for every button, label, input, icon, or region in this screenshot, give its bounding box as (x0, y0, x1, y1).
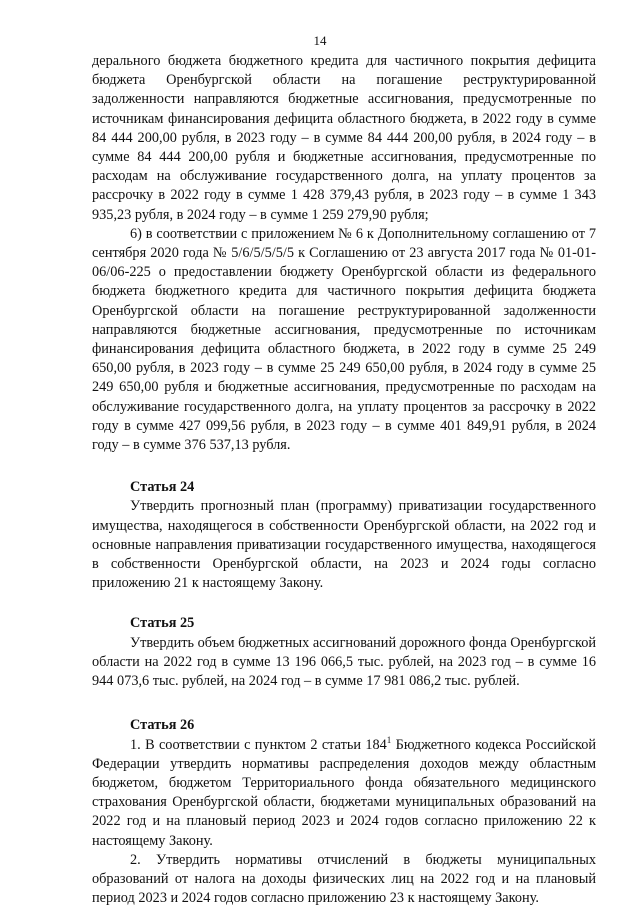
article-26-item-1-start: 1. В соответствии с пунктом 2 статьи 184 (130, 736, 387, 753)
article-26-item-1-end: Бюджетного кодекса Российской Федерации утвердить нормативы распределения доходов между областным бюджетом, бюджетом Территориального фонда обязательного медицинского страхования Оренбургской области, бюджетами муниципальных образований на 2022 год и на плановый период 2023 и 2024 годов согласно приложению 22 к настоящему Закону. (92, 736, 596, 849)
article-24-text: Утвердить прогнозный план (программу) приватизации государственного имущества, находящегося в собственности Оренбургской области, на 2022 год и основные направления приватизации государственного имущества, находящегося в собственности Оренбургской области, на 2023 и 2024 годы согласно приложению 21 к настоящему Закону. (92, 498, 596, 592)
article-26-heading: Статья 26 (130, 717, 195, 734)
article-25-text: Утвердить объем бюджетных ассигнований дорожного фонда Оренбургской области на 2022 год в сумме 13 196 066,5 тыс. рублей, на 2023 год – в сумме 16 944 073,6 тыс. рублей, на 2024 год – в сумме 17 981 086,2 тыс. рублей. (92, 634, 596, 690)
document-body (92, 52, 596, 908)
article-26-item-2: 2. Утвердить нормативы отчислений в бюджеты муниципальных образований от налога на доходы физических лиц на 2022 год и на плановый период 2023 и 2024 годов согласно приложению 23 к настоящему Закону. (92, 851, 596, 907)
page-number: 14 (313, 33, 327, 48)
article-26-item-1 (92, 736, 596, 851)
article-24-heading: Статья 24 (130, 479, 195, 496)
continuation-paragraph: дерального бюджета бюджетного кредита для частичного покрытия дефицита бюджета Оренбургской области на погашение реструктурированной задолженности направляются бюджетные ассигнования, предусмотренные по источникам финансирования дефицита областного бюджета, в 2022 году в сумме 84 444 200,00 рубля, в 2023 году – в сумме 84 444 200,00 рубля, в 2024 году – в сумме 84 444 200,00 рубля и бюджетные ассигнования, предусмотренные по расходам на обслуживание государственного долга, на уплату процентов за рассрочку в 2022 году в сумме 1 428 379,43 рубля, в 2023 году – в сумме 1 343 935,23 рубля, в 2024 году – в сумме 1 259 279,90 рубля; (92, 53, 596, 223)
footnote-superscript: 1 (386, 734, 392, 745)
article-25-heading: Статья 25 (130, 615, 195, 632)
item-6-paragraph: 6) в соответствии с приложением № 6 к Дополнительному соглашению от 7 сентября 2020 года № 5/6/5/5/5/5 к Соглашению от 23 августа 2017 года № 01-01-06/06-225 о предоставлении бюджету Оренбургской области из федерального бюджета бюджетного кредита для частичного покрытия дефицита бюджета Оренбургской области на погашение реструктурированной задолженности направляются бюджетные ассигнования, предусмотренные по источникам финансирования дефицита областного бюджета, в 2022 году в сумме 25 249 650,00 рубля, в 2023 году – в сумме 25 249 650,00 рубля, в 2024 году в сумме 25 249 650,00 рубля и бюджетные ассигнования, предусмотренные по расходам на обслуживание государственного долга, на уплату процентов за рассрочку в 2022 году в сумме 427 099,56 рубля, в 2023 году – в сумме 401 849,91 рубля, в 2024 году – в сумме 376 537,13 рубля. (92, 225, 596, 454)
